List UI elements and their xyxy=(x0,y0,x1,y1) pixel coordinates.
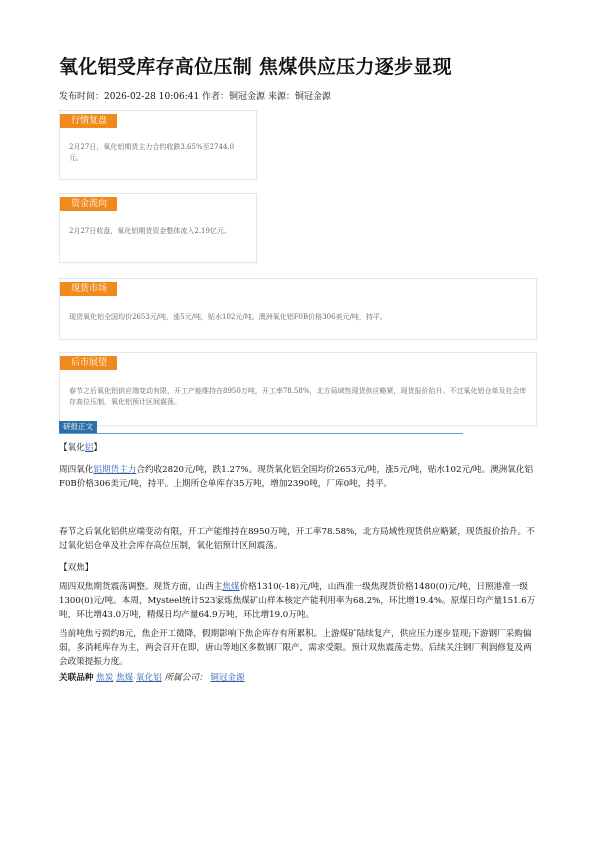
coke-paragraph-1 xyxy=(59,580,537,622)
market-review-text: 2月27日，氧化铝期货主力合约收跌3.65%至2744.0元。 xyxy=(69,143,235,162)
outlook-tag: 后市展望 xyxy=(63,356,117,370)
report-section-label: 研报正文 xyxy=(59,421,97,433)
fund-flow-card xyxy=(59,193,257,263)
alumina-heading-open: 【氧化 xyxy=(59,443,85,453)
company-label: 所属公司： xyxy=(164,673,208,683)
market-review-tag: 行情复盘 xyxy=(63,114,117,128)
spot-market-text: 现货氧化铝全国均价2653元/吨，涨5元/吨，贴水102元/吨。澳洲氧化铝F0B价格306美元/吨，持平。 xyxy=(69,313,387,321)
alumina-p1-rest: 合约收2820元/吨，跌1.27%。现货氧化铝全国均价2653元/吨，涨5元/吨，贴水102元/吨。澳洲氧化铝F0B价格306美元/吨，持平。上期所仓单库存35万吨，增加2390吨，厂库0吨，持平。 xyxy=(59,465,534,489)
fund-flow-text: 2月27日收盘，氧化铝期货资金整体流入2.19亿元。 xyxy=(69,227,231,235)
variety-link-alumina[interactable]: 氧化铝 xyxy=(136,673,162,683)
coke-heading: 【双焦】 xyxy=(59,563,94,573)
fund-flow-tag: 资金流向 xyxy=(63,197,117,211)
alumina-link[interactable]: 铝 xyxy=(84,443,94,453)
article-meta: 发布时间：2026-02-28 10:06:41 作者：铜冠金源 来源：铜冠金源 xyxy=(59,92,331,102)
variety-link-coke[interactable]: 焦炭 xyxy=(96,673,114,683)
alumina-p1-prefix: 周四氧化 xyxy=(59,465,94,475)
alumina-futures-link[interactable]: 铝期货主力 xyxy=(93,465,137,475)
report-section-header xyxy=(59,421,463,434)
variety-link-coking-coal[interactable]: 焦煤 xyxy=(116,673,134,683)
coking-coal-link[interactable]: 焦煤 xyxy=(222,582,240,592)
outlook-text: 春节之后氧化铝供应端变动有限，开工产能维持在8950万吨，开工率78.58%，北方局域性现货供应略紧，现货报价抬升。不过氧化铝仓单及社会库存高位压制，氧化铝预计区间震荡。 xyxy=(69,387,527,406)
spot-market-tag: 现货市场 xyxy=(63,282,117,296)
alumina-heading-close: 】 xyxy=(93,443,103,453)
alumina-heading xyxy=(59,441,537,455)
spot-market-card xyxy=(59,278,537,340)
article-title: 氧化铝受库存高位压制 焦煤供应压力逐步显现 xyxy=(59,56,452,78)
outlook-card xyxy=(59,352,537,426)
alumina-paragraph-2: 春节之后氧化铝供应端变动有限，开工产能维持在8950万吨，开工率78.58%，北方局域性现货供应略紧，现货报价抬升。不过氧化铝仓单及社会库存高位压制，氧化铝预计区间震荡。 xyxy=(59,527,535,551)
coke-p1-rest: 价格1310(-18)元/吨，山西准一级焦现货价格1480(0)元/吨，日照港准一级1300(0)元/吨。本周，Mysteel统计523家炼焦煤矿山样本核定产能利用率为68.2%，环比增19.4%。原煤日均产量151.6万吨，环比增43.0万吨，精煤日均产量64.9万吨，环比增19.0万吨。 xyxy=(59,582,536,620)
market-review-card xyxy=(59,110,257,180)
coke-p1-prefix: 周四双焦期货震荡调整。现货方面，山西主 xyxy=(59,582,223,592)
related-varieties-label: 关联品种 xyxy=(59,673,94,683)
related-varieties xyxy=(59,671,537,685)
alumina-paragraph-1 xyxy=(59,463,537,491)
coke-paragraph-2: 当前吨焦亏损约8元，焦企开工微降，假期影响下焦企库存有所累积。上游煤矿陆续复产，供应压力逐步显现;下游钢厂采购偏弱，多消耗库存为主，两会召开在即，唐山等地区多数钢厂限产，需求受限。预计双焦震荡走势。后续关注钢厂利润修复及两会政策提振力度。 xyxy=(59,629,532,667)
company-link[interactable]: 铜冠金源 xyxy=(210,673,245,683)
